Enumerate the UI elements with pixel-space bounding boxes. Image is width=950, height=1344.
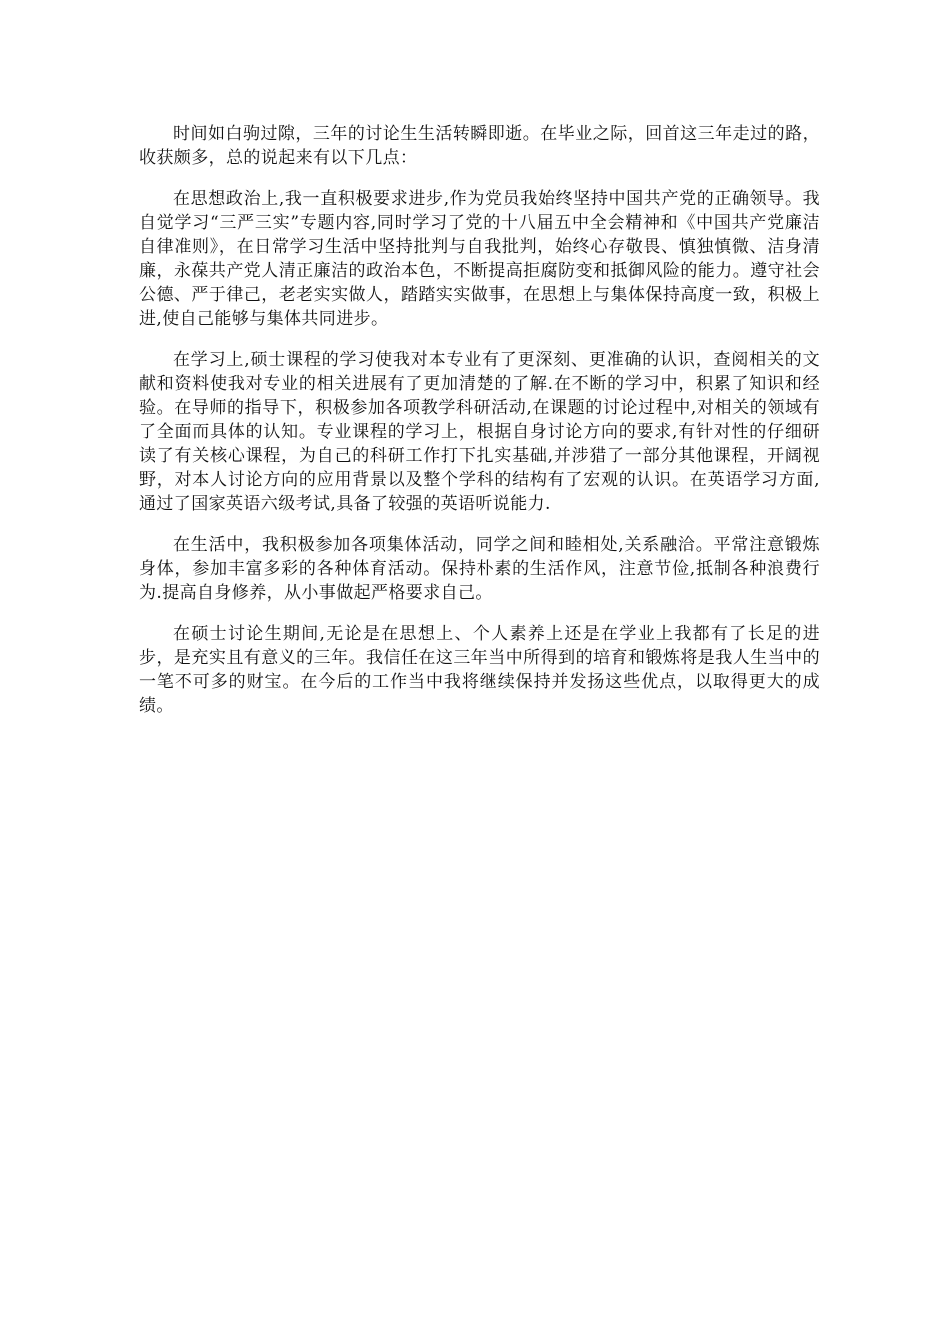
paragraph-life: 在生活中，我积极参加各项集体活动，同学之间和睦相处,关系融洽。平常注意锻炼身体，参加丰富多彩的各种体育活动。保持朴素的生活作风，注意节俭,抵制各种浪费行为.提高自身修养，从小事做起严格要求自己。 <box>139 535 820 603</box>
paragraph-study: 在学习上,硕士课程的学习使我对本专业有了更深刻、更准确的认识，查阅相关的文献和资料使我对专业的相关进展有了更加清楚的了解.在不断的学习中，积累了知识和经验。在导师的指导下，积极参加各项教学科研活动,在课题的讨论过程中,对相关的领域有了全面而具体的认知。专业课程的学习上，根据自身讨论方向的要求,有针对性的仔细研读了有关核心课程，为自己的科研工作打下扎实基础,并涉猎了一部分其他课程，开阔视野，对本人讨论方向的应用背景以及整个学科的结构有了宏观的认识。在英语学习方面,通过了国家英语六级考试,具备了较强的英语听说能力. <box>139 350 820 514</box>
paragraph-intro: 时间如白驹过隙，三年的讨论生生活转瞬即逝。在毕业之际，回首这三年走过的路，收获颇多，总的说起来有以下几点： <box>139 124 820 168</box>
paragraph-conclusion: 在硕士讨论生期间,无论是在思想上、个人素养上还是在学业上我都有了长足的进步，是充实且有意义的三年。我信任在这三年当中所得到的培育和锻炼将是我人生当中的一笔不可多的财宝。在今后的工作当中我将继续保持并发扬这些优点，以取得更大的成绩。 <box>139 624 820 716</box>
document-body <box>139 122 820 735</box>
paragraph-political: 在思想政治上,我一直积极要求进步,作为党员我始终坚持中国共产党的正确领导。我自觉学习“三严三实”专题内容,同时学习了党的十八届五中全会精神和《中国共产党廉洁自律准则》，在日常学习生活中坚持批判与自我批判，始终心存敬畏、慎独慎微、洁身清廉，永葆共产党人清正廉洁的政治本色，不断提高拒腐防变和抵御风险的能力。遵守社会公德、严于律己，老老实实做人，踏踏实实做事，在思想上与集体保持高度一致，积极上进,使自己能够与集体共同进步。 <box>139 189 820 329</box>
